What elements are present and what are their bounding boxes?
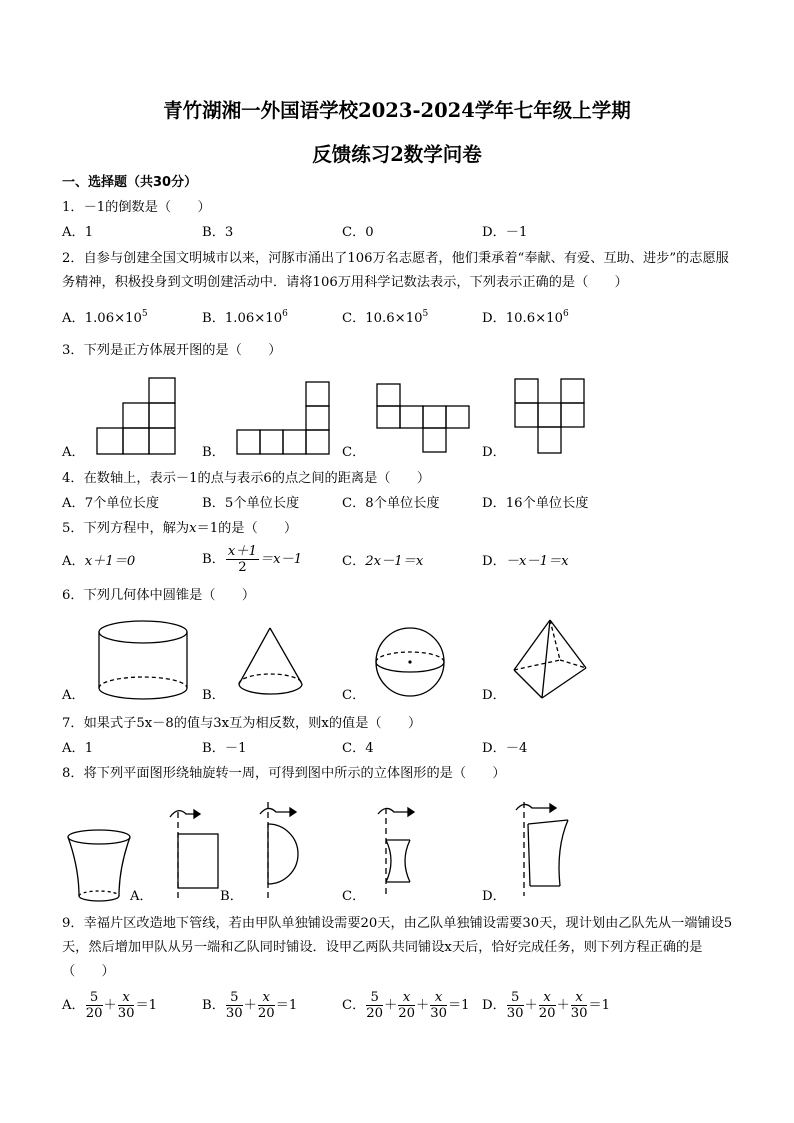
- q8-solid-figure: [66, 828, 132, 904]
- q6-cylinder-figure: [96, 618, 192, 702]
- q2-option-c: C．$10.6\times 10^5$: [342, 309, 429, 326]
- q8-option-a: A．: [130, 889, 153, 904]
- q9-option-b: B． $\frac{5}{30}$ ＋ $\frac{x}{20}$ ＝1: [202, 990, 298, 1021]
- q6-cone-figure: [236, 626, 306, 698]
- q3-option-c: C．: [342, 445, 366, 460]
- q7-option-d: D．－4: [482, 741, 528, 756]
- q8-option-b-figure: [250, 800, 312, 900]
- q7-option-c: C．4: [342, 741, 374, 756]
- q2-option-a: A．$1.06\times 10^5$: [62, 309, 148, 326]
- q8-option-b: B．: [220, 889, 243, 904]
- q9-option-a: A． $\frac{5}{20}$ ＋ $\frac{x}{30}$ ＝1: [62, 990, 158, 1021]
- q4-option-a: A．7个单位长度: [62, 496, 160, 511]
- q3-net-b: [236, 378, 332, 456]
- q3-net-d: [514, 377, 588, 457]
- q6-option-d: D．: [482, 688, 506, 703]
- q1-option-b: B．3: [202, 225, 234, 240]
- q9-option-d: D． $\frac{5}{30}$ ＋ $\frac{x}{20}$ ＋ $\frac{x}{30}$ ＝1: [482, 990, 611, 1021]
- q6-option-c: C．: [342, 688, 366, 703]
- q5-option-d: D．－x－1＝x: [482, 554, 569, 569]
- q2-option-b: B．$1.06\times 10^6$: [202, 309, 288, 326]
- q8-option-c: C．: [342, 889, 366, 904]
- q6-pyramid-figure: [512, 618, 588, 702]
- q8-option-c-figure: [372, 800, 434, 900]
- q3-net-a: [96, 376, 180, 456]
- section-heading: 一、选择题（共30分）: [62, 175, 198, 190]
- page-subtitle: 反馈练习2数学问卷: [312, 143, 482, 166]
- q8-option-d-figure: [510, 798, 576, 898]
- q6-stem: 6．下列几何体中圆锥是（ ）: [62, 588, 256, 603]
- q5-option-c: C．2x－1＝x: [342, 554, 424, 569]
- q8-option-d: D．: [482, 889, 506, 904]
- q6-option-b: B．: [202, 688, 225, 703]
- q3-option-a: A．: [62, 445, 85, 460]
- q1-option-d: D．－1: [482, 225, 528, 240]
- q5-option-a: A．x＋1＝0: [62, 554, 136, 569]
- q8-stem: 8．将下列平面图形绕轴旋转一周，可得到图中所示的立体图形的是（ ）: [62, 766, 506, 781]
- q6-option-a: A．: [62, 688, 85, 703]
- q4-option-c: C．8个单位长度: [342, 496, 440, 511]
- q3-option-d: D．: [482, 445, 506, 460]
- page-title: 青竹湖湘一外国语学校2023-2024学年七年级上学期: [163, 99, 631, 122]
- q2-option-d: D．$10.6\times 10^6$: [482, 309, 569, 326]
- q3-stem: 3．下列是正方体展开图的是（ ）: [62, 343, 282, 358]
- q4-option-b: B．5个单位长度: [202, 496, 300, 511]
- q7-stem: 7．如果式子5x－8的值与3x互为相反数，则x的值是（ ）: [62, 716, 422, 731]
- q5-stem: 5．下列方程中，解为x＝1的是（ ）: [62, 521, 298, 536]
- q1-option-a: A．1: [62, 225, 94, 240]
- q7-option-a: A．1: [62, 741, 94, 756]
- q1-option-c: C．0: [342, 225, 374, 240]
- q7-option-b: B．－1: [202, 741, 247, 756]
- q4-stem: 4．在数轴上，表示－1的点与表示6的点之间的距离是（ ）: [62, 471, 431, 486]
- q5-option-b: B． $\frac{x+1}{2}$ ＝x－1: [202, 544, 303, 575]
- q8-option-a-figure: [160, 802, 224, 900]
- q2-stem: 2．自参与创建全国文明城市以来，河豚市涌出了106万名志愿者，他们秉承着“奉献、有爱、互助、进步”的志愿服务精神，积极投身到文明创建活动中．请将106万用科学记数法表示，下列表示正确的是（ ）: [62, 251, 729, 290]
- q1-stem: 1．－1的倒数是（ ）: [62, 200, 211, 215]
- q3-net-c: [376, 382, 472, 456]
- q9-stem: 9．幸福片区改造地下管线，若由甲队单独铺设需要20天，由乙队单独铺设需要30天，现计划由乙队先从一端铺设5天，然后增加甲队从另一端和乙队同时铺设．设甲乙两队共同铺设x天后，恰好完成任务，则下列方程正确的是（ ）: [62, 916, 733, 979]
- q9-option-c: C． $\frac{5}{20}$ ＋ $\frac{x}{20}$ ＋ $\frac{x}{30}$ ＝1: [342, 990, 470, 1021]
- q3-option-b: B．: [202, 445, 225, 460]
- q4-option-d: D．16个单位长度: [482, 496, 589, 511]
- q6-sphere-figure: [374, 626, 446, 698]
